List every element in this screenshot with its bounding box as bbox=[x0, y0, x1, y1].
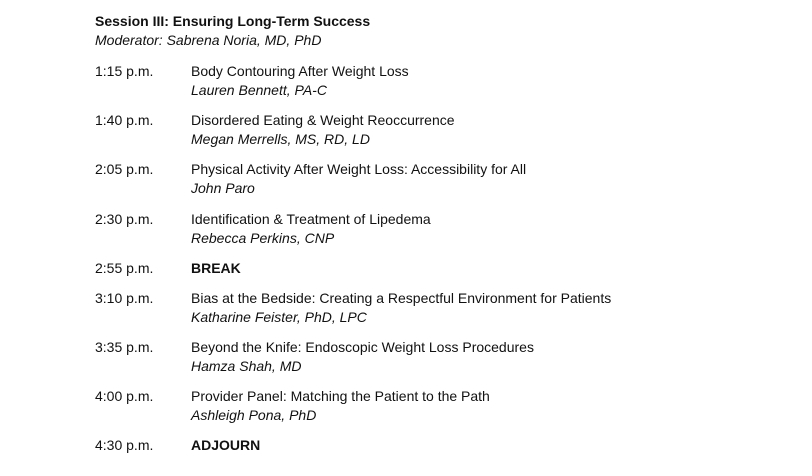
agenda-time: 3:35 p.m. bbox=[95, 339, 154, 355]
agenda-speaker: Rebecca Perkins, CNP bbox=[191, 230, 335, 246]
agenda-title: Identification & Treatment of Lipedema bbox=[191, 211, 431, 227]
agenda-speaker: John Paro bbox=[191, 180, 255, 196]
agenda-time: 2:30 p.m. bbox=[95, 211, 154, 227]
agenda-time: 1:40 p.m. bbox=[95, 112, 154, 128]
agenda-time: 1:15 p.m. bbox=[95, 63, 154, 79]
agenda-time: 2:55 p.m. bbox=[95, 260, 154, 276]
agenda-time: 4:00 p.m. bbox=[95, 388, 154, 404]
agenda-title: Bias at the Bedside: Creating a Respectful Environment for Patients bbox=[191, 290, 612, 306]
agenda-speaker: Hamza Shah, MD bbox=[191, 358, 302, 374]
agenda-title: Physical Activity After Weight Loss: Accessibility for All bbox=[191, 161, 527, 177]
agenda-speaker: Katharine Feister, PhD, LPC bbox=[191, 309, 367, 325]
agenda-time: 4:30 p.m. bbox=[95, 437, 154, 453]
agenda-title: Disordered Eating & Weight Reoccurrence bbox=[191, 112, 455, 128]
session-title: Session III: Ensuring Long-Term Success bbox=[95, 13, 371, 29]
agenda-title: Provider Panel: Matching the Patient to the Path bbox=[191, 388, 490, 404]
agenda-speaker: Ashleigh Pona, PhD bbox=[191, 407, 317, 423]
agenda-title: Beyond the Knife: Endoscopic Weight Loss Procedures bbox=[191, 339, 534, 355]
agenda-speaker: Lauren Bennett, PA-C bbox=[191, 82, 327, 98]
agenda-time: 2:05 p.m. bbox=[95, 161, 154, 177]
break-label: BREAK bbox=[191, 260, 241, 276]
session-moderator: Moderator: Sabrena Noria, MD, PhD bbox=[95, 32, 322, 48]
adjourn-label: ADJOURN bbox=[191, 437, 261, 453]
agenda-title: Body Contouring After Weight Loss bbox=[191, 63, 409, 79]
agenda-time: 3:10 p.m. bbox=[95, 290, 154, 306]
agenda-speaker: Megan Merrells, MS, RD, LD bbox=[191, 131, 370, 147]
